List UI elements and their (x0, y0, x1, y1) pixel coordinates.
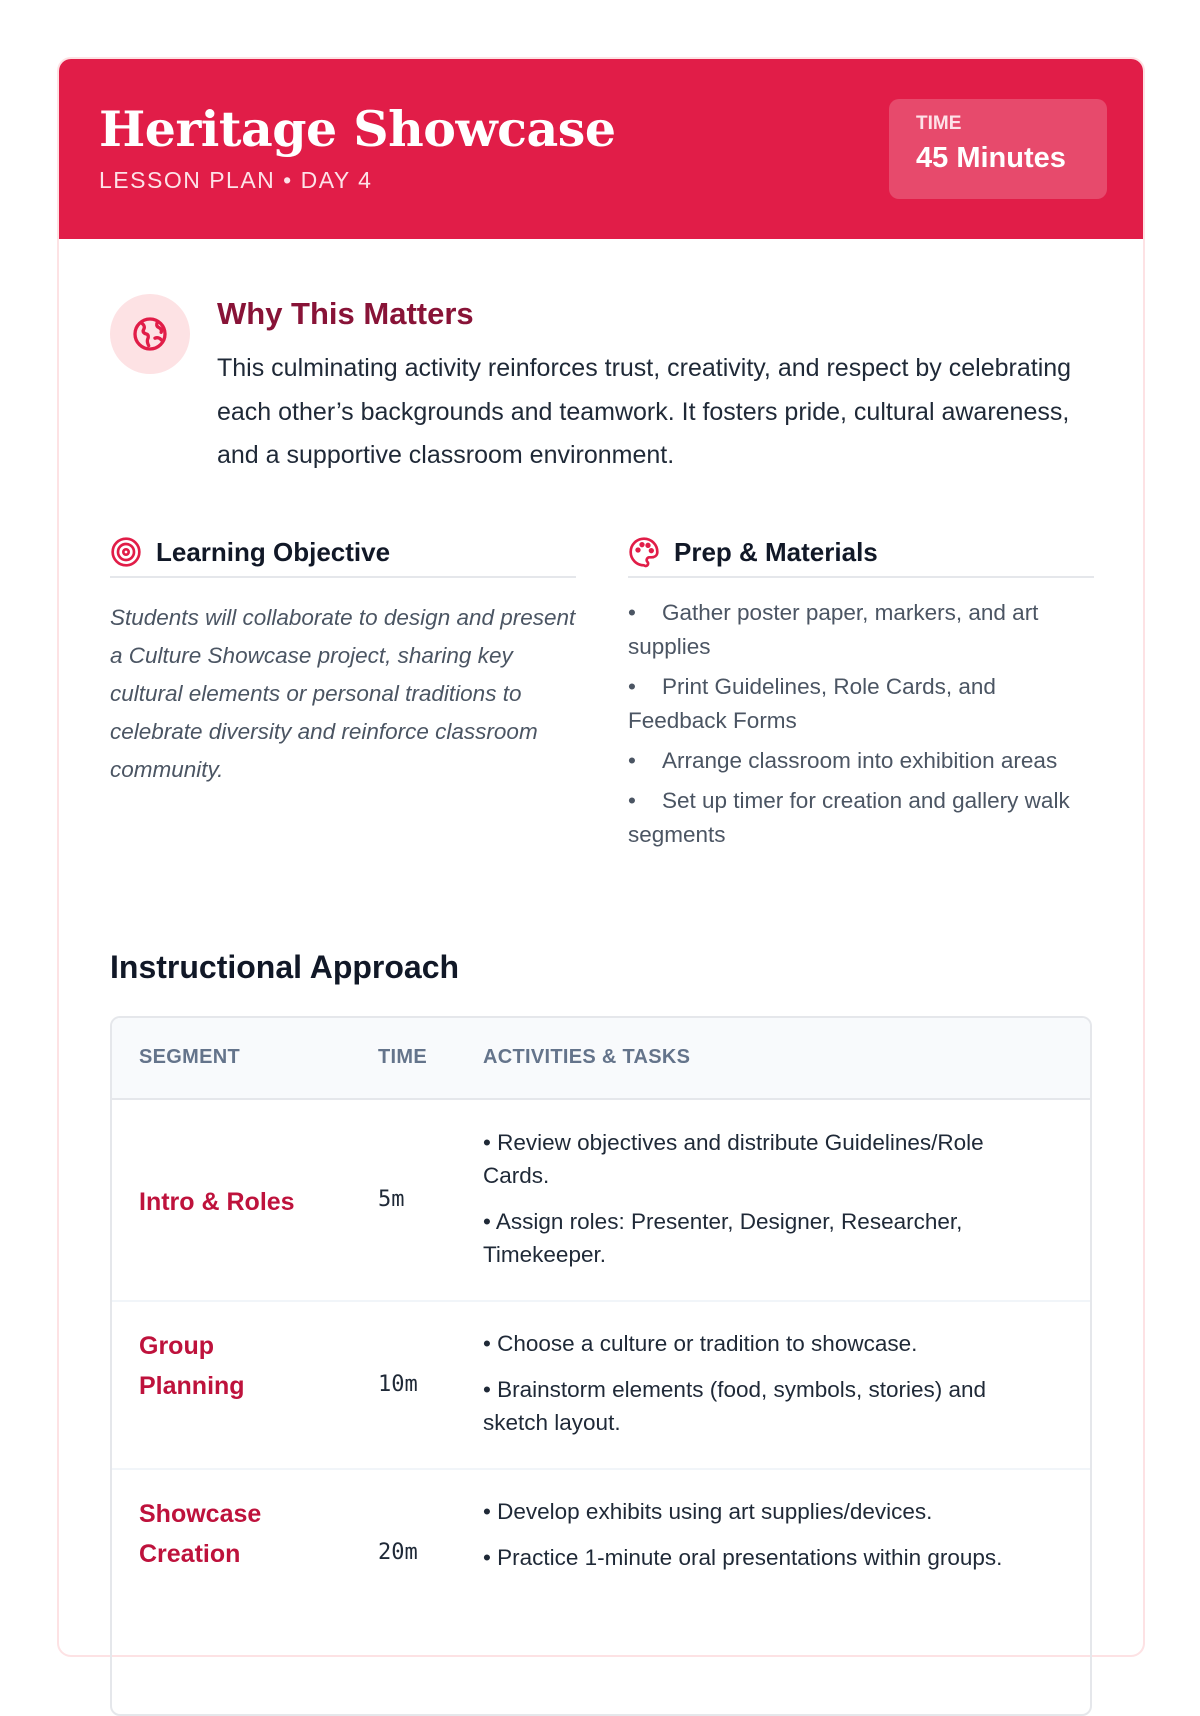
objective-section (110, 528, 576, 789)
column-header-segment: SEGMENT (139, 1046, 240, 1068)
lesson-title: Heritage Showcase (99, 100, 616, 158)
list-item: • Arrange classroom into exhibition areas (628, 748, 1058, 773)
time-badge (889, 99, 1107, 199)
column-header-activities: ACTIVITIES & TASKS (483, 1046, 691, 1068)
segment-activities (483, 1327, 1053, 1452)
activity-item: • Choose a culture or tradition to showcase. (483, 1331, 918, 1356)
why-title: Why This Matters (217, 296, 474, 331)
why-text: This culminating activity reinforces trust, creativity, and respect by celebrating each other’s backgrounds and teamwork. It fosters pride, cultural awareness, and a supportive classroom environment. (217, 354, 1072, 469)
globe-icon (110, 294, 190, 374)
segment-name: Intro & Roles (139, 1188, 295, 1216)
time-value: 45 Minutes (916, 142, 1066, 174)
table-header (112, 1018, 1090, 1100)
table-row (112, 1302, 1090, 1470)
palette-icon (628, 535, 662, 569)
segment-name: Group Planning (139, 1332, 245, 1400)
time-label: TIME (916, 113, 962, 134)
lesson-subtitle: LESSON PLAN • DAY 4 (99, 167, 373, 193)
list-item: • Set up timer for creation and gallery walk segments (628, 788, 1070, 847)
target-icon (110, 535, 144, 569)
segment-time: 10m (378, 1372, 418, 1397)
activity-item: • Brainstorm elements (food, symbols, stories) and sketch layout. (483, 1377, 987, 1435)
approach-title: Instructional Approach (110, 949, 460, 985)
activity-item: • Practice 1-minute oral presentations within groups. (483, 1545, 1003, 1570)
segment-activities (483, 1126, 1053, 1284)
activity-item: • Review objectives and distribute Guidelines/Role Cards. (483, 1130, 984, 1188)
segment-time: 5m (378, 1187, 405, 1212)
list-item-text: Arrange classroom into exhibition areas (662, 748, 1058, 773)
lesson-header (59, 59, 1143, 239)
materials-title: Prep & Materials (674, 536, 878, 567)
list-item: • Gather poster paper, markers, and art supplies (628, 600, 1039, 659)
activity-item: • Develop exhibits using art supplies/devices. (483, 1499, 933, 1524)
segment-activities (483, 1495, 1053, 1587)
materials-header (628, 528, 1094, 578)
objective-header (110, 528, 576, 578)
materials-list (628, 596, 1094, 852)
objective-text: Students will collaborate to design and present a Culture Showcase project, sharing key cultural elements or personal traditions to celebrate diversity and reinforce classroom community. (110, 605, 576, 782)
list-item-text: Gather poster paper, markers, and art supplies (628, 600, 1039, 659)
column-header-time: TIME (378, 1046, 427, 1068)
list-item: • Print Guidelines, Role Cards, and Feedback Forms (628, 674, 996, 733)
objective-title: Learning Objective (156, 536, 391, 567)
table-row (112, 1100, 1090, 1302)
activity-item: • Assign roles: Presenter, Designer, Researcher, Timekeeper. (483, 1209, 963, 1267)
approach-table (110, 1016, 1092, 1716)
materials-section (628, 528, 1094, 858)
segment-name: Showcase Creation (139, 1500, 262, 1568)
segment-time: 20m (378, 1540, 418, 1565)
list-item-text: Set up timer for creation and gallery walk segments (628, 788, 1070, 847)
list-item-text: Print Guidelines, Role Cards, and Feedback Forms (628, 674, 996, 733)
table-row (112, 1470, 1090, 1670)
